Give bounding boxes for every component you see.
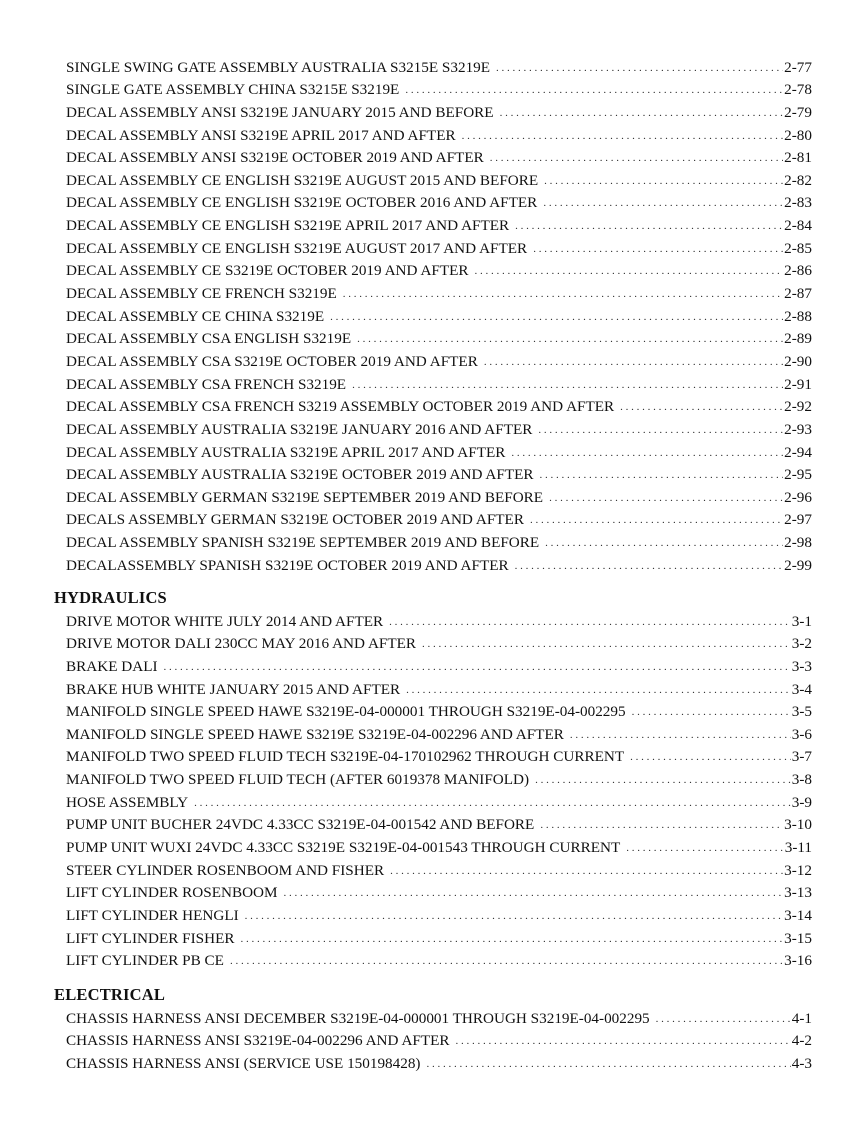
toc-section-continued (0, 53, 866, 574)
toc-entry-title: DECAL ASSEMBLY CSA FRENCH S3219 ASSEMBLY OCTOBER 2019 AND AFTER (66, 398, 615, 416)
toc-entry[interactable] (66, 483, 812, 506)
toc-entry-title: MANIFOLD TWO SPEED FLUID TECH (AFTER 6019378 MANIFOLD) (66, 771, 530, 789)
toc-entry-page-number: 2-94 (784, 443, 812, 461)
dot-leader (549, 491, 783, 506)
toc-entry-page-number: 2-80 (784, 126, 812, 144)
toc-entry-page-number: 2-88 (784, 307, 812, 325)
toc-entry-page-number: 3-7 (791, 748, 812, 766)
toc-entry-page-number: 3-8 (791, 771, 812, 789)
dot-leader (352, 378, 783, 393)
toc-entry[interactable] (66, 166, 812, 189)
toc-entry-page-number: 2-97 (784, 511, 812, 529)
toc-entry[interactable] (66, 1049, 812, 1072)
toc-entry[interactable] (66, 438, 812, 461)
dot-leader (545, 536, 783, 551)
dot-leader (426, 1057, 790, 1072)
toc-entry[interactable] (66, 302, 812, 325)
toc-entry[interactable] (66, 856, 812, 879)
dot-leader (390, 864, 783, 879)
dot-leader (240, 932, 783, 947)
toc-entry-page-number: 3-6 (791, 725, 812, 743)
dot-leader (484, 355, 783, 370)
toc-entry-title: DECAL ASSEMBLY CE ENGLISH S3219E OCTOBER 2016 AND AFTER (66, 194, 538, 212)
toc-entry-page-number: 2-77 (784, 58, 812, 76)
dot-leader (405, 83, 783, 98)
toc-entry[interactable] (66, 76, 812, 99)
toc-entry-title: MANIFOLD TWO SPEED FLUID TECH S3219E-04-170102962 THROUGH CURRENT (66, 748, 625, 766)
toc-entry-title: DECAL ASSEMBLY CE FRENCH S3219E (66, 285, 337, 303)
dot-leader (456, 1034, 791, 1049)
dot-leader (490, 151, 783, 166)
section-heading-electrical: ELECTRICAL (54, 985, 166, 1004)
toc-entry-page-number: 2-91 (784, 375, 812, 393)
dot-leader (538, 423, 783, 438)
toc-entry-page-number: 3-16 (784, 952, 812, 970)
toc-entry-title: DECAL ASSEMBLY AUSTRALIA S3219E APRIL 2017 AND AFTER (66, 443, 506, 461)
toc-entry-page-number: 2-89 (784, 330, 812, 348)
toc-entry-page-number: 2-95 (784, 466, 812, 484)
toc-entry[interactable] (66, 370, 812, 393)
toc-entry-title: PUMP UNIT BUCHER 24VDC 4.33CC S3219E-04-001542 AND BEFORE (66, 816, 535, 834)
dot-leader (630, 750, 791, 765)
dot-leader (515, 219, 783, 234)
toc-entry-page-number: 4-1 (791, 1009, 812, 1027)
toc-entry-page-number: 2-78 (784, 81, 812, 99)
toc-entry-page-number: 4-2 (791, 1032, 812, 1050)
toc-entry-page-number: 3-9 (791, 793, 812, 811)
toc-entry-title: HOSE ASSEMBLY (66, 793, 189, 811)
toc-entry[interactable] (66, 257, 812, 280)
toc-entry-page-number: 3-14 (784, 906, 812, 924)
toc-entry-title: DECAL ASSEMBLY CE S3219E OCTOBER 2019 AND AFTER (66, 262, 469, 280)
section-heading-hydraulics: HYDRAULICS (54, 588, 167, 607)
toc-entry-title: LIFT CYLINDER FISHER (66, 929, 235, 947)
toc-entry-page-number: 3-2 (791, 635, 812, 653)
toc-entry[interactable] (66, 765, 812, 788)
toc-entry-page-number: 2-84 (784, 217, 812, 235)
toc-entry[interactable] (66, 144, 812, 167)
toc-entry[interactable] (66, 53, 812, 76)
toc-entry-title: DECAL ASSEMBLY ANSI S3219E APRIL 2017 AND AFTER (66, 126, 456, 144)
toc-entry-title: LIFT CYLINDER ROSENBOOM (66, 884, 278, 902)
toc-entry-title: DECAL ASSEMBLY ANSI S3219E OCTOBER 2019 AND AFTER (66, 149, 484, 167)
toc-entry-page-number: 2-81 (784, 149, 812, 167)
toc-entry-title: DECAL ASSEMBLY AUSTRALIA S3219E JANUARY 2016 AND AFTER (66, 420, 533, 438)
toc-entry-title: DECAL ASSEMBLY GERMAN S3219E SEPTEMBER 2019 AND BEFORE (66, 488, 544, 506)
toc-entry-page-number: 2-99 (784, 556, 812, 574)
toc-entry-page-number: 3-12 (784, 861, 812, 879)
toc-entry-title: STEER CYLINDER ROSENBOOM AND FISHER (66, 861, 385, 879)
toc-entry-title: DECAL ASSEMBLY AUSTRALIA S3219E OCTOBER 2019 AND AFTER (66, 466, 534, 484)
toc-entry[interactable] (66, 347, 812, 370)
toc-entry-page-number: 2-93 (784, 420, 812, 438)
dot-leader (530, 513, 783, 528)
toc-entry-title: DECAL ASSEMBLY CSA S3219E OCTOBER 2019 AND AFTER (66, 352, 478, 370)
dot-leader (475, 264, 784, 279)
dot-leader (230, 954, 783, 969)
toc-entry[interactable] (66, 279, 812, 302)
dot-leader (535, 773, 791, 788)
toc-entry[interactable] (66, 461, 812, 484)
toc-entry[interactable] (66, 211, 812, 234)
dot-leader (422, 637, 791, 652)
toc-entry-title: DECAL ASSEMBLY ANSI S3219E JANUARY 2015 AND BEFORE (66, 103, 494, 121)
toc-entry[interactable] (66, 698, 812, 721)
toc-entry[interactable] (66, 1027, 812, 1050)
toc-entry[interactable] (66, 879, 812, 902)
dot-leader (357, 332, 783, 347)
toc-entry-title: DECAL ASSEMBLY CE ENGLISH S3219E APRIL 2017 AND AFTER (66, 217, 510, 235)
toc-entry[interactable] (66, 234, 812, 257)
toc-entry-page-number: 2-82 (784, 171, 812, 189)
toc-entry[interactable] (66, 1004, 812, 1027)
dot-leader (500, 106, 784, 121)
toc-entry[interactable] (66, 325, 812, 348)
toc-entry-page-number: 3-13 (784, 884, 812, 902)
dot-leader (620, 400, 783, 415)
toc-entry-title: PUMP UNIT WUXI 24VDC 4.33CC S3219E S3219E-04-001543 THROUGH CURRENT (66, 839, 621, 857)
toc-entry[interactable] (66, 788, 812, 811)
toc-entry[interactable] (66, 630, 812, 653)
toc-entry[interactable] (66, 415, 812, 438)
toc-entry-page-number: 2-98 (784, 534, 812, 552)
toc-entry-page-number: 2-85 (784, 239, 812, 257)
toc-entry-page-number: 2-87 (784, 285, 812, 303)
toc-entry[interactable] (66, 811, 812, 834)
dot-leader (533, 242, 783, 257)
toc-section-hydraulics (0, 607, 866, 969)
toc-entry-title: SINGLE SWING GATE ASSEMBLY AUSTRALIA S3215E S3219E (66, 58, 491, 76)
toc-entry-title: DRIVE MOTOR DALI 230CC MAY 2016 AND AFTER (66, 635, 417, 653)
toc-entry-title: LIFT CYLINDER HENGLI (66, 906, 239, 924)
toc-entry-title: DECAL ASSEMBLY CE CHINA S3219E (66, 307, 325, 325)
dot-leader (406, 683, 791, 698)
toc-entry-title: MANIFOLD SINGLE SPEED HAWE S3219E-04-000001 THROUGH S3219E-04-002295 (66, 703, 626, 721)
toc-entry-title: DECAL ASSEMBLY CE ENGLISH S3219E AUGUST 2015 AND BEFORE (66, 171, 539, 189)
toc-section-electrical (0, 1004, 866, 1072)
toc-entry-title: DRIVE MOTOR WHITE JULY 2014 AND AFTER (66, 612, 384, 630)
toc-entry[interactable] (66, 393, 812, 416)
toc-entry-page-number: 3-3 (791, 657, 812, 675)
toc-entry-page-number: 4-3 (791, 1054, 812, 1072)
dot-leader (626, 841, 783, 856)
dot-leader (656, 1012, 791, 1027)
dot-leader (570, 728, 791, 743)
dot-leader (164, 660, 791, 675)
toc-entry-title: BRAKE DALI (66, 657, 158, 675)
toc-entry[interactable] (66, 506, 812, 529)
toc-entry-title: DECALASSEMBLY SPANISH S3219E OCTOBER 2019 AND AFTER (66, 556, 509, 574)
dot-leader (515, 559, 784, 574)
toc-entry-page-number: 3-1 (791, 612, 812, 630)
toc-entry[interactable] (66, 528, 812, 551)
toc-entry-page-number: 2-92 (784, 398, 812, 416)
toc-entry-page-number: 3-15 (784, 929, 812, 947)
toc-entry-title: DECAL ASSEMBLY SPANISH S3219E SEPTEMBER 2019 AND BEFORE (66, 534, 540, 552)
dot-leader (540, 818, 783, 833)
dot-leader (632, 705, 791, 720)
dot-leader (544, 174, 783, 189)
toc-entry-page-number: 3-11 (784, 839, 812, 857)
dot-leader (194, 796, 791, 811)
toc-entry-title: CHASSIS HARNESS ANSI (SERVICE USE 150198428) (66, 1054, 421, 1072)
toc-entry-title: DECAL ASSEMBLY CSA FRENCH S3219E (66, 375, 347, 393)
toc-entry[interactable] (66, 98, 812, 121)
dot-leader (245, 909, 783, 924)
toc-entry[interactable] (66, 551, 812, 574)
toc-entry-title: DECAL ASSEMBLY CSA ENGLISH S3219E (66, 330, 352, 348)
dot-leader (496, 61, 783, 76)
toc-entry-page-number: 2-96 (784, 488, 812, 506)
dot-leader (511, 446, 783, 461)
toc-entry[interactable] (66, 189, 812, 212)
toc-entry[interactable] (66, 675, 812, 698)
dot-leader (462, 129, 784, 144)
toc-entry[interactable] (66, 607, 812, 630)
toc-entry[interactable] (66, 743, 812, 766)
toc-entry[interactable] (66, 947, 812, 970)
toc-entry-page-number: 2-86 (784, 262, 812, 280)
dot-leader (284, 886, 784, 901)
toc-entry[interactable] (66, 720, 812, 743)
toc-entry-title: LIFT CYLINDER PB CE (66, 952, 224, 970)
toc-entry-title: SINGLE GATE ASSEMBLY CHINA S3215E S3219E (66, 81, 400, 99)
toc-entry-page-number: 2-90 (784, 352, 812, 370)
dot-leader (389, 615, 791, 630)
toc-entry[interactable] (66, 833, 812, 856)
dot-leader (540, 468, 784, 483)
toc-entry-page-number: 3-5 (791, 703, 812, 721)
toc-entry-title: DECALS ASSEMBLY GERMAN S3219E OCTOBER 2019 AND AFTER (66, 511, 524, 529)
toc-entry-title: BRAKE HUB WHITE JANUARY 2015 AND AFTER (66, 680, 401, 698)
toc-entry-title: CHASSIS HARNESS ANSI DECEMBER S3219E-04-000001 THROUGH S3219E-04-002295 (66, 1009, 650, 1027)
toc-entry-title: DECAL ASSEMBLY CE ENGLISH S3219E AUGUST 2017 AND AFTER (66, 239, 528, 257)
toc-entry-page-number: 3-10 (784, 816, 812, 834)
dot-leader (330, 310, 783, 325)
toc-entry[interactable] (66, 924, 812, 947)
toc-entry[interactable] (66, 901, 812, 924)
toc-entry-page-number: 2-79 (784, 103, 812, 121)
toc-entry-title: MANIFOLD SINGLE SPEED HAWE S3219E S3219E-04-002296 AND AFTER (66, 725, 564, 743)
dot-leader (543, 196, 783, 211)
dot-leader (343, 287, 783, 302)
toc-entry[interactable] (66, 121, 812, 144)
toc-entry-title: CHASSIS HARNESS ANSI S3219E-04-002296 AND AFTER (66, 1032, 450, 1050)
toc-entry-page-number: 3-4 (791, 680, 812, 698)
toc-entry-page-number: 2-83 (784, 194, 812, 212)
toc-entry[interactable] (66, 652, 812, 675)
